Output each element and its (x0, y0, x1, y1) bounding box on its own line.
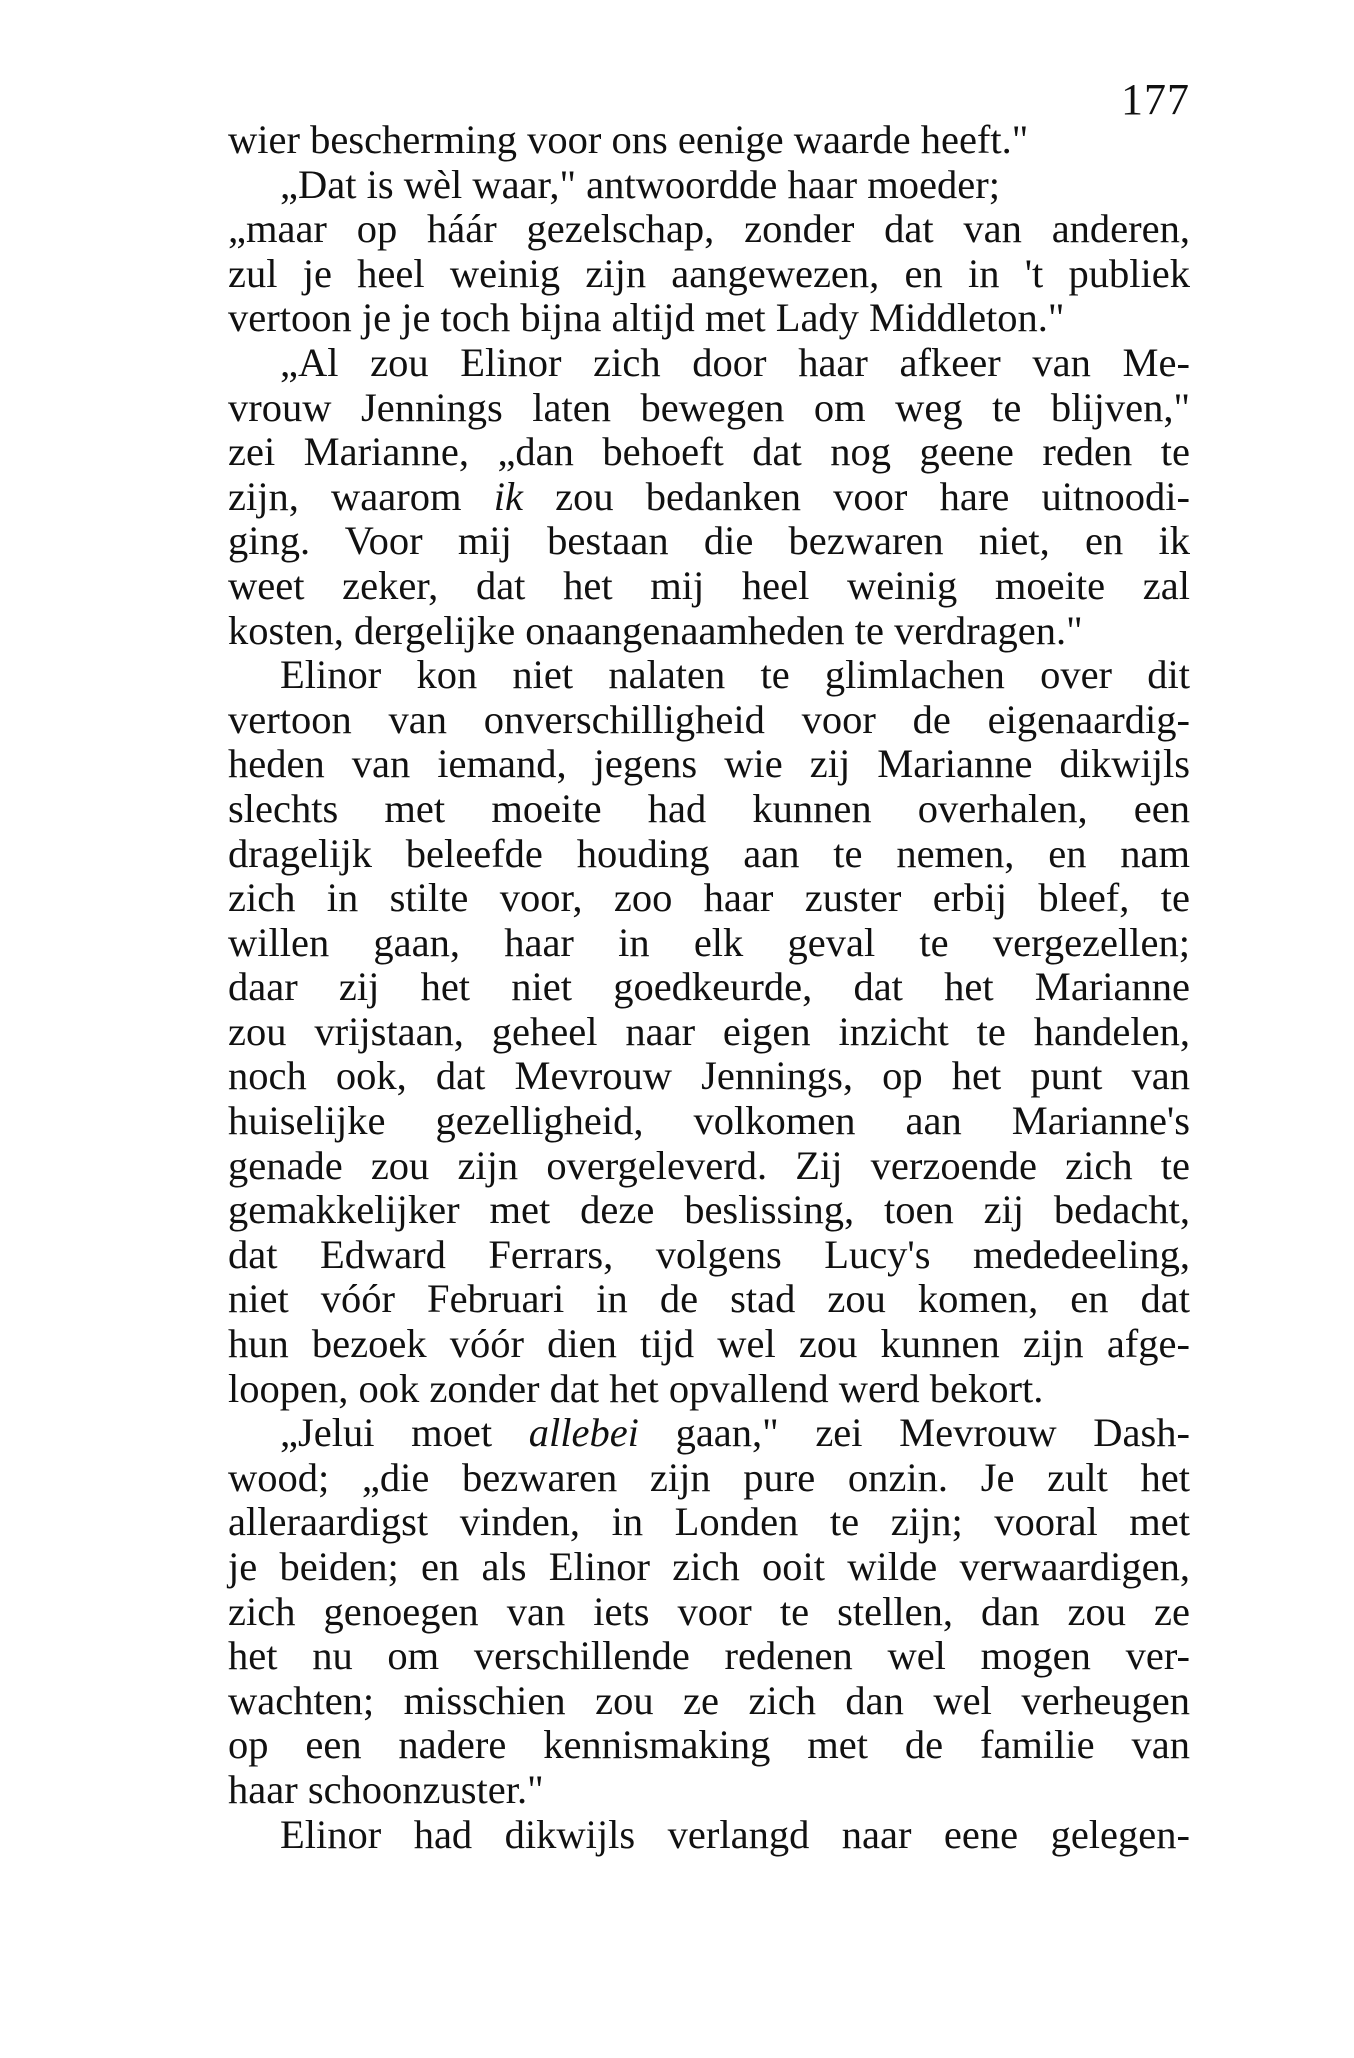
text-line: haar schoonzuster." (228, 1766, 544, 1812)
text-line: zou vrijstaan, geheel naar eigen inzicht te handelen, (228, 1008, 1190, 1054)
italic-word: allebei (528, 1410, 639, 1456)
text-line: dragelijk beleefde houding aan te nemen, en nam (228, 830, 1190, 876)
text-line: slechts met moeite had kunnen overhalen, een (228, 785, 1190, 831)
text-line: zijn, waarom ik zou bedanken voor hare uitnoodi- (228, 473, 1191, 519)
text-line: niet vóór Februari in de stad zou komen, en dat (228, 1276, 1190, 1322)
text-line: dat Edward Ferrars, volgens Lucy's mededeeling, (228, 1231, 1190, 1277)
text-line: daar zij het niet goedkeurde, dat het Marianne (228, 964, 1190, 1010)
text-line: „Jelui moet allebei gaan," zei Mevrouw Dash- (280, 1410, 1190, 1456)
text-line: weet zeker, dat het mij heel weinig moeite zal (228, 562, 1190, 608)
text-line: zich genoegen van iets voor te stellen, dan zou ze (228, 1588, 1190, 1634)
text-line: Elinor had dikwijls verlangd naar eene gelegen- (280, 1811, 1190, 1857)
text-line: „Dat is wèl waar," antwoordde haar moeder; (280, 161, 1000, 207)
text-line: wachten; misschien zou ze zich dan wel verheugen (228, 1677, 1190, 1723)
page-number: 177 (1121, 75, 1190, 124)
text-line: Elinor kon niet nalaten te glimlachen over dit (280, 652, 1190, 698)
text-line: zich in stilte voor, zoo haar zuster erbij bleef, te (228, 875, 1190, 921)
text-line: op een nadere kennismaking met de familie van (228, 1722, 1190, 1768)
text-line: noch ook, dat Mevrouw Jennings, op het punt van (228, 1053, 1190, 1099)
text-line: het nu om verschillende redenen wel mogen ver- (228, 1633, 1190, 1679)
text-line: kosten, dergelijke onaangenaamheden te verdragen." (228, 607, 1083, 653)
text-line: hun bezoek vóór dien tijd wel zou kunnen zijn afge- (228, 1321, 1190, 1367)
text-line: je beiden; en als Elinor zich ooit wilde verwaardigen, (228, 1544, 1190, 1589)
text-line: „Al zou Elinor zich door haar afkeer van Me- (280, 339, 1190, 385)
text-line: alleraardigst vinden, in Londen te zijn; vooral met (228, 1499, 1190, 1545)
text-line: huiselijke gezelligheid, volkomen aan Marianne's (228, 1098, 1190, 1144)
text-line: heden van iemand, jegens wie zij Marianne dikwijls (228, 741, 1190, 787)
text-line: wier bescherming voor ons eenige waarde heeft." (228, 117, 1029, 162)
text-line: willen gaan, haar in elk geval te vergezellen; (228, 919, 1190, 965)
italic-word: ik (493, 473, 523, 519)
text-line: zul je heel weinig zijn aangewezen, en in 't publiek (228, 250, 1190, 296)
text-line: vrouw Jennings laten bewegen om weg te blijven," (228, 384, 1190, 430)
text-line: wood; „die bezwaren zijn pure onzin. Je zult het (228, 1454, 1190, 1500)
text-line: genade zou zijn overgeleverd. Zij verzoende zich te (228, 1142, 1190, 1188)
text-line: „maar op háár gezelschap, zonder dat van anderen, (228, 206, 1190, 252)
text-line: gemakkelijker met deze beslissing, toen zij bedacht, (228, 1187, 1190, 1233)
text-line: ging. Voor mij bestaan die bezwaren niet, en ik (228, 518, 1190, 564)
text-line: vertoon je je toch bijna altijd met Lady Middleton." (228, 295, 1065, 341)
text-line: vertoon van onverschilligheid voor de eigenaardig- (228, 696, 1190, 742)
text-line: loopen, ook zonder dat het opvallend werd bekort. (228, 1365, 1044, 1411)
text-line: zei Marianne, „dan behoeft dat nog geene reden te (228, 429, 1190, 475)
body-text (228, 118, 1190, 1857)
